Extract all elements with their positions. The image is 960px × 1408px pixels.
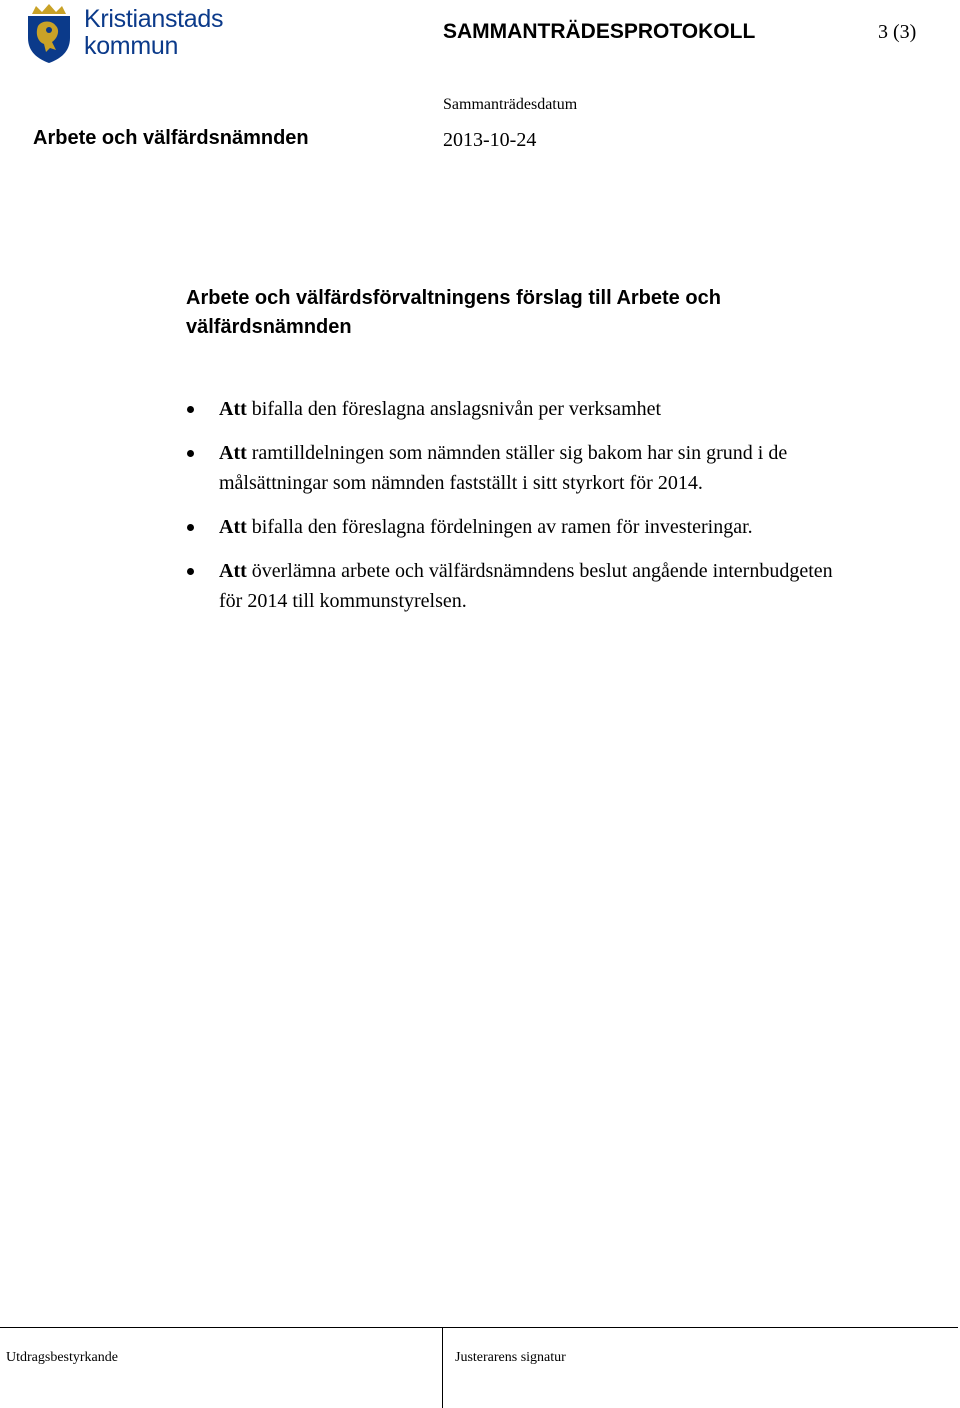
section-heading: Arbete och välfärdsförvaltningens förslag till Arbete och välfärdsnämnden [186, 287, 721, 338]
footer-divider-horizontal [0, 1327, 958, 1328]
item-text: överlämna arbete och välfärdsnämndens beslut angående internbudgeten för 2014 till kommunstyrelsen. [219, 560, 833, 612]
list-item [186, 438, 846, 498]
decision-list [186, 394, 846, 630]
coat-of-arms-icon [22, 4, 76, 64]
list-item [186, 556, 846, 616]
municipality-logo [22, 4, 222, 66]
logo-line-2: kommun [84, 32, 179, 60]
board-name: Arbete och välfärdsnämnden [33, 127, 309, 149]
item-lead: Att [219, 516, 247, 538]
item-text: bifalla den föreslagna anslagsnivån per verksamhet [246, 398, 662, 420]
certification-label: Utdragsbestyrkande [6, 1350, 118, 1365]
item-text: bifalla den föreslagna fördelningen av ramen för investeringar. [246, 516, 753, 538]
item-text: ramtilldelningen som nämnden ställer sig bakom har sin grund i de målsättningar som nämnden fastställt i sitt styrkort för 2014. [219, 442, 788, 494]
item-lead: Att [219, 398, 247, 420]
meeting-date: 2013-10-24 [443, 129, 537, 151]
bullet-icon [187, 524, 194, 531]
bullet-icon [187, 568, 194, 575]
document-title: SAMMANTRÄDESPROTOKOLL [443, 20, 756, 43]
item-lead: Att [219, 560, 247, 582]
list-item [186, 394, 846, 424]
logo-line-1: Kristianstads [84, 5, 224, 33]
logo-text [84, 6, 223, 60]
signature-label: Justerarens signatur [455, 1350, 566, 1365]
item-lead: Att [219, 442, 247, 464]
meeting-date-label: Sammanträdesdatum [443, 96, 578, 113]
bullet-icon [187, 450, 194, 457]
list-item [186, 512, 846, 542]
bullet-icon [187, 406, 194, 413]
page-number: 3 (3) [878, 21, 917, 43]
footer-divider-vertical [442, 1327, 443, 1408]
